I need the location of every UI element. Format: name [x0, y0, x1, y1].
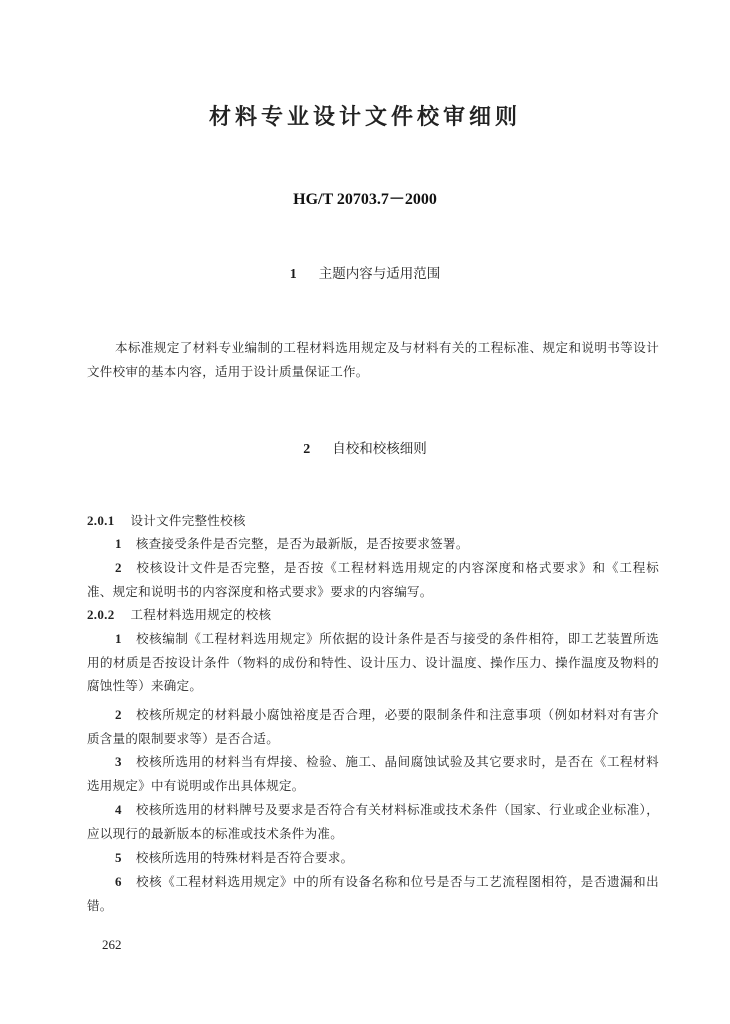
item-text: 校核《工程材料选用规定》中的所有设备名称和位号是否与工艺流程图相符，是否遗漏和出错。 [87, 874, 659, 913]
item-text: 校核所规定的材料最小腐蚀裕度是否合理，必要的限制条件和注意事项（例如材料对有害介质含量的限制要求等）是否合适。 [87, 707, 659, 746]
item-text: 校核所选用的特殊材料是否符合要求。 [135, 850, 354, 865]
item-text: 校核设计文件是否完整，是否按《工程材料选用规定的内容深度和格式要求》和《工程标准、规定和说明书的内容深度和格式要求》要求的内容编写。 [87, 560, 659, 599]
clause-2-0-2-item [87, 798, 659, 845]
item-number: 4 [115, 802, 122, 817]
item-text: 校核所选用的材料牌号及要求是否符合有关材料标准或技术条件（国家、行业或企业标准），应以现行的最新版本的标准或技术条件为准。 [87, 802, 659, 841]
clause-2-0-1-title: 设计文件完整性校核 [130, 513, 246, 528]
section-2-heading [0, 437, 730, 458]
clause-2-0-1-item [87, 532, 659, 556]
item-text: 校核所选用的材料当有焊接、检验、施工、晶间腐蚀试验及其它要求时，是否在《工程材料选用规定》中有说明或作出具体规定。 [87, 754, 659, 793]
clause-2-0-2-title: 工程材料选用规定的校核 [130, 607, 272, 622]
section-1-heading [0, 262, 730, 283]
item-text: 核查接受条件是否完整，是否为最新版，是否按要求签署。 [135, 536, 469, 551]
clause-2-0-2-item [87, 703, 659, 750]
section-2-title: 自校和校核细则 [332, 441, 427, 457]
section-1-number: 1 [289, 267, 297, 282]
clause-2-0-2-item [87, 846, 659, 870]
page-number: 262 [102, 937, 122, 952]
clause-2-0-2-item [87, 870, 659, 917]
section-1-body: 本标准规定了材料专业编制的工程材料选用规定及与材料有关的工程标准、规定和说明书等设计文件校审的基本内容，适用于设计质量保证工作。 [87, 340, 659, 379]
clause-2-0-2-item [87, 627, 659, 698]
item-text: 校核编制《工程材料选用规定》所依据的设计条件是否与接受的条件相符，即工艺装置所选用的材质是否按设计条件（物料的成份和特性、设计压力、设计温度、操作压力、操作温度及物料的腐蚀性等）来确定。 [87, 631, 659, 693]
section-1-title: 主题内容与适用范围 [318, 266, 441, 282]
document-title: 材料专业设计文件校审细则 [208, 105, 521, 130]
item-number: 2 [115, 707, 122, 722]
clause-2-0-1-item [87, 556, 659, 603]
item-number: 6 [115, 874, 122, 889]
clause-2-0-2-heading [87, 603, 659, 627]
item-number: 2 [115, 560, 122, 575]
clause-2-0-1-number: 2.0.1 [87, 513, 115, 528]
clause-2-0-2-number: 2.0.2 [87, 607, 115, 622]
clause-2-0-1-heading [87, 509, 659, 533]
item-number: 1 [115, 536, 122, 551]
section-2-number: 2 [303, 442, 311, 457]
item-number: 1 [115, 631, 122, 646]
item-number: 5 [115, 850, 122, 865]
clause-2-0-2-item [87, 750, 659, 797]
item-number: 3 [115, 754, 122, 769]
standard-code: HG/T 20703.7－2000 [293, 191, 437, 208]
